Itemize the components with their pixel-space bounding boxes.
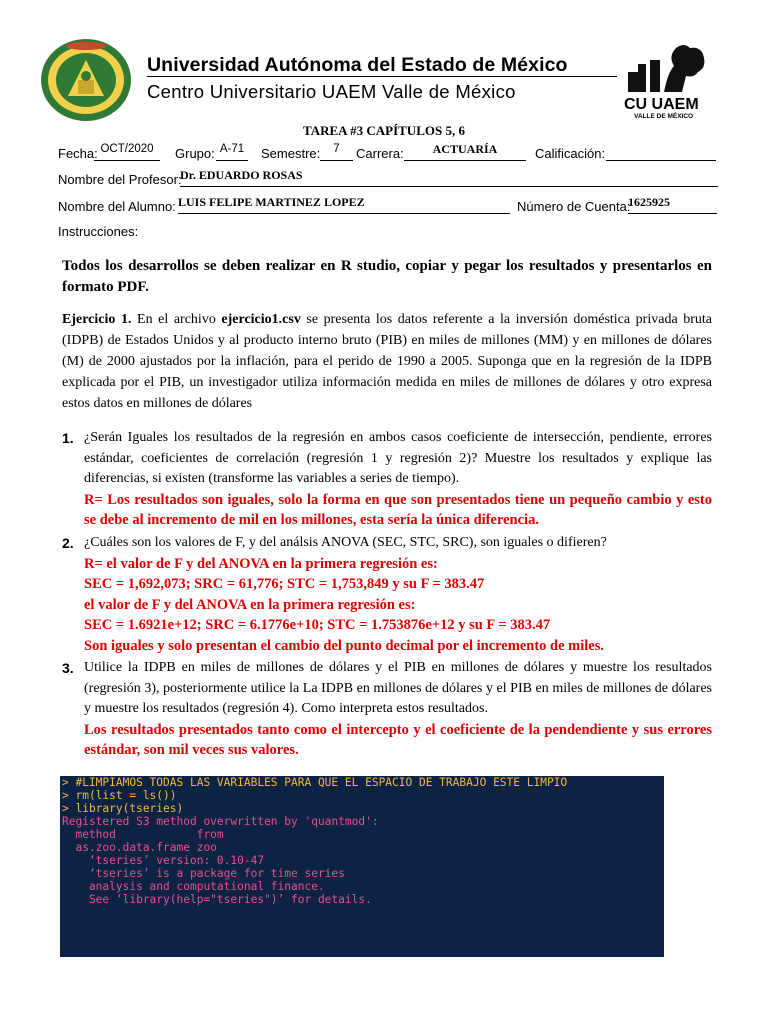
- valle-de-mexico-text: VALLE DE MÉXICO: [634, 113, 694, 120]
- question-1: [62, 428, 712, 531]
- ejercicio1-text-b: se presenta los datos referente a la inversión doméstica privada bruta (IDPB) de Estados Unidos y al producto interno bruto (PIB) en miles de millones (MM) y en millones de dólares (M) de 2000 ajustados por la inflación, para el perido de 1990 a 2005. Suponga que en la regresión de la IDPB explicada por el PIB, un investigador utiliza información medida en miles de millones de dólares y otro expresa estos datos en millones de dólares: [62, 312, 712, 411]
- calificacion-label: Calificación:: [535, 146, 606, 161]
- ejercicio1-label: Ejercicio 1.: [62, 312, 132, 327]
- profesor-field[interactable]: Dr. EDUARDO ROSAS: [180, 168, 718, 187]
- answer-line: el valor de F y del ANOVA en la primera regresión es:: [84, 596, 416, 613]
- carrera-field[interactable]: ACTUARÍA: [404, 142, 526, 161]
- alumno-label: Nombre del Alumno:: [58, 199, 176, 214]
- doc-title: TAREA #3 CAPÍTULOS 5, 6: [303, 123, 465, 138]
- question-number: 3.: [62, 660, 74, 676]
- answer-line: R= Los resultados son iguales, solo la forma en que son presentados tiene un pequeño cambio y esto se debe al incremento de mil en los millones, esta sería la única diferencia.: [84, 491, 712, 528]
- answer-line: Los resultados presentados tanto como el intercepto y el coeficiente de la pendendiente y sus errores estándar, son mil veces sus valores.: [84, 721, 712, 758]
- fecha-field[interactable]: OCT/2020: [94, 142, 160, 161]
- answer-line: SEC = 1,692,073; SRC = 61,776; STC = 1,753,849 y su F = 383.47: [84, 576, 485, 592]
- campus-title: Centro Universitario UAEM Valle de México: [147, 81, 516, 102]
- answer-line: R= el valor de F y del ANOVA en la primera regresión es:: [84, 555, 438, 572]
- grupo-label: Grupo:: [175, 146, 215, 161]
- carrera-label: Carrera:: [356, 146, 404, 161]
- ejercicio1-file: ejercicio1.csv: [221, 312, 301, 327]
- cu-uaem-logo: [624, 42, 706, 122]
- console-line: Registered S3 method overwritten by 'quantmod':: [62, 815, 379, 828]
- console-line: as.zoo.data.frame zoo: [62, 841, 217, 854]
- console-line: > library(tseries): [62, 802, 184, 815]
- ejercicio1-paragraph: [62, 309, 712, 414]
- answer-line: Son iguales y solo presentan el cambio del punto decimal por el incremento de miles.: [84, 637, 604, 654]
- ejercicio1-text-a: En el archivo: [131, 312, 222, 327]
- alumno-field[interactable]: LUIS FELIPE MARTINEZ LOPEZ: [178, 195, 510, 214]
- uaem-crest-logo: [40, 38, 132, 122]
- instrucciones-label: Instrucciones:: [58, 224, 139, 239]
- profesor-label: Nombre del Profesor:: [58, 172, 182, 187]
- header-rule: [147, 76, 617, 77]
- console-line: See ‘library(help="tseries")’ for details.: [62, 893, 372, 906]
- question-text: ¿Cuáles son los valores de F, y del análsis ANOVA (SEC, STC, SRC), son iguales o difieren?: [84, 535, 607, 550]
- console-line: > rm(list = ls()): [62, 789, 177, 802]
- semestre-label: Semestre:: [261, 146, 321, 161]
- question-text: Utilice la IDPB en miles de millones de dólares y el PIB en millones de dólares y muestre los resultados (regresión 3), posteriormente utilice la La IDPB en millones de dólares y el PIB en miles de millones de dólares y muestre los resultados (regresión 4). Como interpreta estos resultados.: [84, 660, 712, 716]
- cuenta-label: Número de Cuenta:: [517, 199, 631, 214]
- university-title: Universidad Autónoma del Estado de México: [147, 54, 568, 76]
- intro-paragraph: Todos los desarrollos se deben realizar en R studio, copiar y pegar los resultados y presentarlos en formato PDF.: [62, 258, 712, 295]
- question-number: 2.: [62, 535, 74, 551]
- fecha-label: Fecha:: [58, 146, 98, 161]
- cuenta-field[interactable]: 1625925: [628, 195, 717, 214]
- console-line: method from: [62, 828, 224, 841]
- tree-icon: [624, 42, 706, 94]
- console-line: ‘tseries’ is a package for time series: [62, 867, 345, 880]
- cu-uaem-text: CU UAEM: [624, 96, 699, 113]
- question-2: [62, 533, 712, 656]
- grupo-field[interactable]: A-71: [216, 142, 248, 161]
- semestre-field[interactable]: 7: [320, 142, 353, 161]
- form-row-alumno: [58, 195, 718, 216]
- console-line: ‘tseries’ version: 0.10-47: [62, 854, 265, 867]
- answer-line: SEC = 1.6921e+12; SRC = 6.1776e+10; STC = 1.753876e+12 y su F = 383.47: [84, 617, 551, 633]
- form-row-1: [58, 142, 718, 163]
- question-3: [62, 658, 712, 761]
- question-text: ¿Serán Iguales los resultados de la regresión en ambos casos coeficiente de intersección, pendiente, errores estándar, coeficientes de correlación (regresión 1 y regresión 2)? Muestre los resultados y explique las diferencias, si existen (transforme las variables a series de tiempo).: [84, 430, 712, 486]
- question-number: 1.: [62, 430, 74, 446]
- calificacion-field[interactable]: [606, 142, 716, 161]
- console-line: > #LIMPIAMOS TODAS LAS VARIABLES PARA QUE EL ESPACIO DE TRABAJO ESTE LIMPIO: [62, 776, 568, 789]
- console-line: analysis and computational finance.: [62, 880, 325, 893]
- r-console-output: [60, 776, 664, 957]
- form-row-profesor: [58, 168, 718, 189]
